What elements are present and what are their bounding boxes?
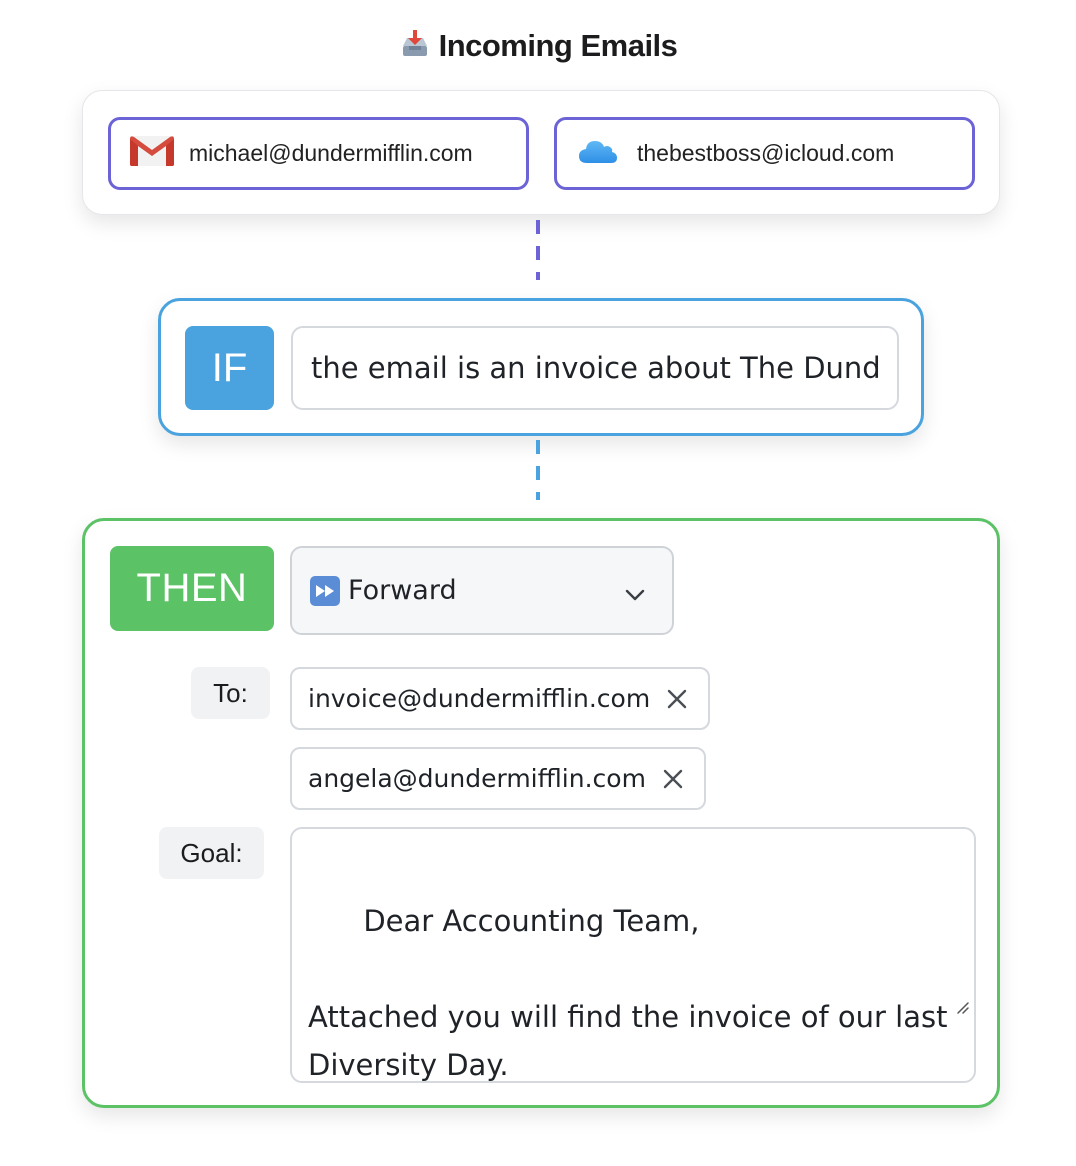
connector-if-to-then [536,440,540,500]
account-email: michael@dundermifflin.com [189,140,473,166]
goal-label: Goal: [159,827,264,879]
account-email: thebestboss@icloud.com [637,140,895,166]
chevron-down-icon [624,578,646,609]
incoming-accounts-card [82,90,1000,215]
if-condition-card [158,298,924,436]
gmail-icon [129,134,175,174]
recipient-email: angela@dundermifflin.com [308,764,646,793]
account-gmail[interactable] [108,117,529,190]
recipient-chip [290,747,706,810]
to-label: To: [191,667,270,719]
connector-accounts-to-if [536,220,540,280]
fast-forward-icon [310,576,340,606]
condition-input[interactable]: the email is an invoice about The Dund [291,326,899,410]
then-badge: THEN [110,546,274,631]
if-badge: IF [185,326,274,410]
goal-text-content: Dear Accounting Team, Attached you will find the invoice of our last Diversity Day. [308,904,948,1082]
icloud-icon [577,137,619,171]
action-select[interactable] [290,546,674,635]
recipient-chip [290,667,710,730]
page-title-text: Incoming Emails [438,28,678,63]
resize-handle-icon[interactable] [880,933,970,1077]
then-action-card [82,518,1000,1108]
goal-textarea[interactable] [290,827,976,1083]
remove-recipient-icon[interactable] [664,686,690,712]
account-icloud[interactable] [554,117,975,190]
page-title [0,28,1076,64]
remove-recipient-icon[interactable] [660,766,686,792]
recipient-email: invoice@dundermifflin.com [308,684,651,713]
inbox-tray-icon [399,28,431,60]
action-select-value: Forward [348,575,457,606]
